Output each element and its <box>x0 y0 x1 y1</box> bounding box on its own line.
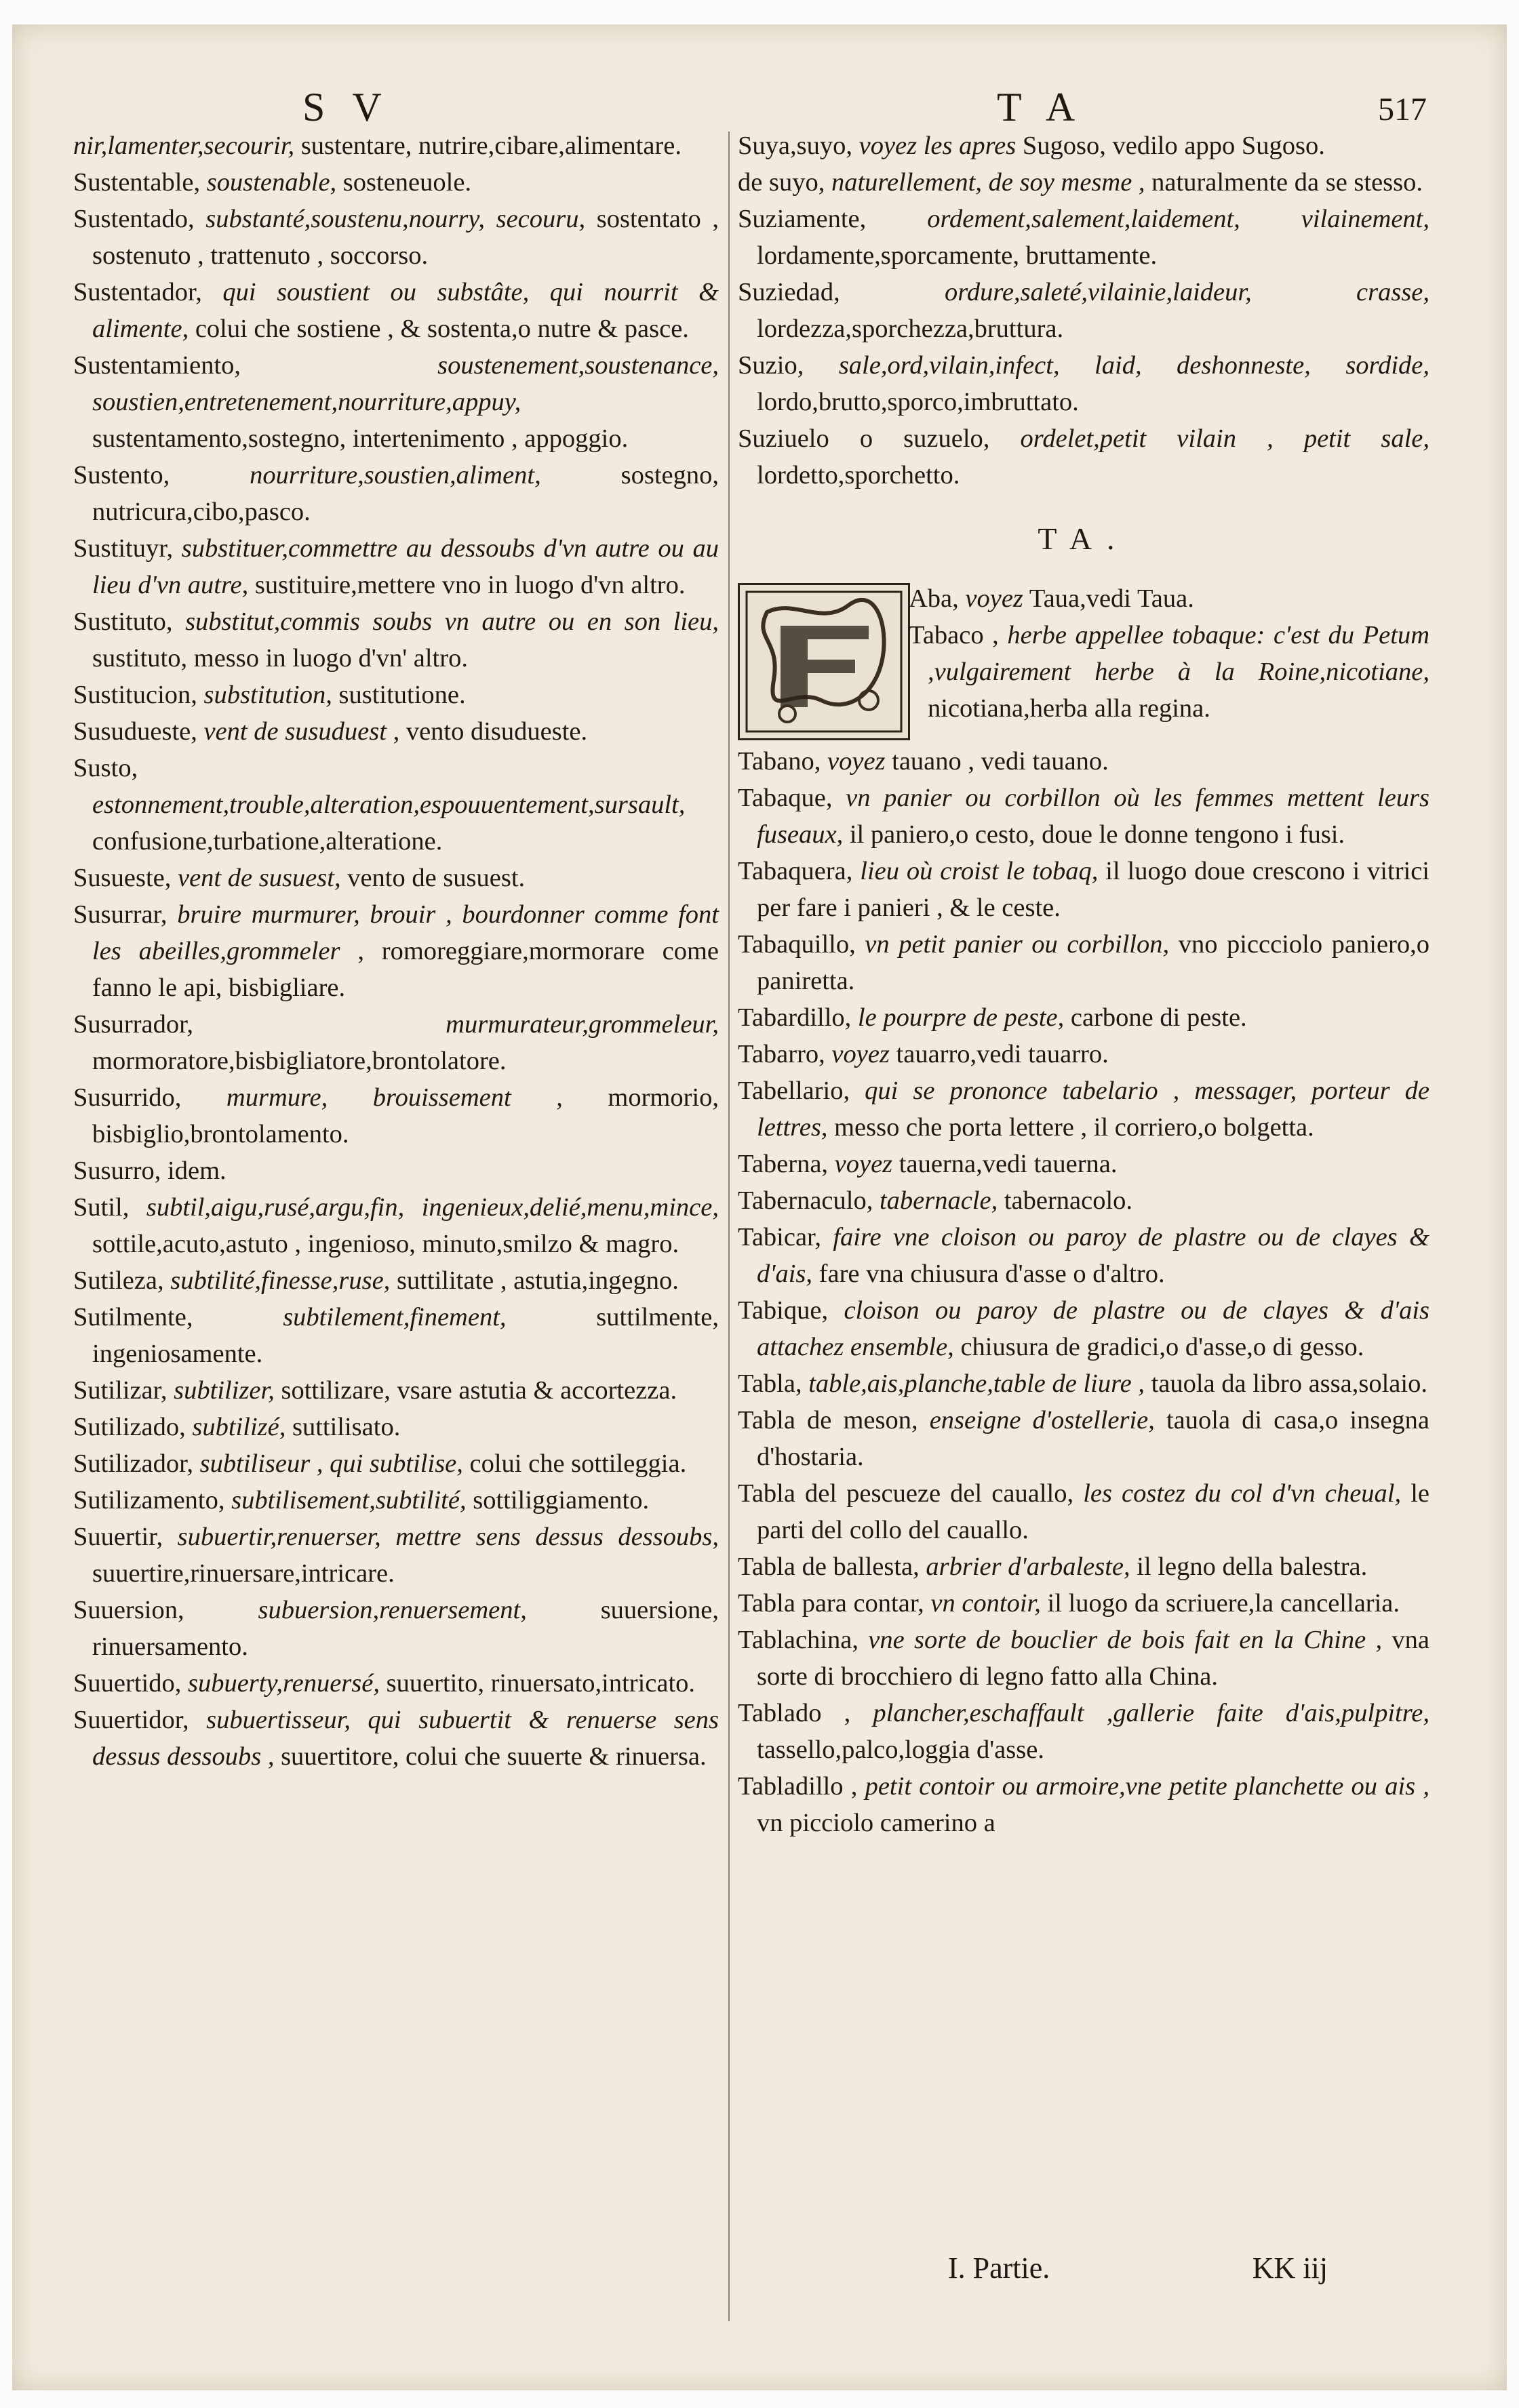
dictionary-entry <box>73 713 719 750</box>
french-gloss: lieu où croist le tobaq, <box>860 857 1099 885</box>
french-gloss: voyez <box>834 1150 893 1178</box>
italian-gloss: suuertire,rinuersare,intricare. <box>92 1559 395 1588</box>
french-gloss: sale,ord,vilain,infect, laid, deshonneste, sordide, <box>838 351 1430 380</box>
dictionary-entry <box>73 1482 719 1519</box>
headword: Sustentado, <box>73 205 195 233</box>
italian-gloss: lordo,brutto,sporco,imbruttato. <box>757 388 1079 416</box>
italian-gloss: lordetto,sporchetto. <box>757 461 960 489</box>
french-gloss: arbrier d'arbaleste, <box>926 1552 1130 1581</box>
italian-gloss: tassello,palco,loggia d'asse. <box>757 1735 1044 1764</box>
headword: Sutilizamento, <box>73 1486 225 1514</box>
ornamental-initial-image <box>738 583 910 740</box>
italian-gloss: lordamente,sporcamente, bruttamente. <box>757 241 1158 270</box>
headword: Taberna, <box>738 1150 829 1178</box>
french-gloss: enseigne d'ostellerie, <box>929 1406 1155 1434</box>
headword: Sustituyr, <box>73 534 174 563</box>
headword: Suziedad, <box>738 278 840 306</box>
left-column <box>73 127 719 1775</box>
dictionary-entry <box>738 853 1429 926</box>
dictionary-entry <box>738 127 1429 164</box>
french-gloss: ordement,salement,laidement, vilainement, <box>927 205 1429 233</box>
italian-gloss: sottile,acuto,astuto , ingenioso, minuto,smilzo & magro. <box>92 1230 679 1258</box>
headword: Sutilizador, <box>73 1449 194 1478</box>
italian-gloss: , vento disudueste. <box>393 717 588 746</box>
french-gloss: subuerty,renuersé, <box>187 1669 380 1698</box>
italian-gloss: suuertito, rinuersato,intricato. <box>386 1669 696 1698</box>
italian-gloss: sustituire,mettere vno in luogo d'vn altro. <box>254 571 686 599</box>
column-divider <box>728 132 730 2321</box>
headword: Suuertido, <box>73 1669 182 1698</box>
headword: Sustentable, <box>73 168 201 197</box>
french-gloss: soustenement,soustenance, soustien,entretenement,nourriture,appuy, <box>92 351 719 416</box>
french-gloss: vn panier ou corbillon où les femmes mettent leurs fuseaux, <box>757 784 1429 849</box>
italian-gloss: le parti del collo del cauallo. <box>757 1479 1429 1544</box>
headword: Susurrar, <box>73 900 167 929</box>
italian-gloss: mormoratore,bisbigliatore,brontolatore. <box>92 1047 507 1075</box>
dictionary-entry <box>738 926 1429 999</box>
italian-gloss: naturalmente da se stesso. <box>1151 168 1423 197</box>
headword: Tabla de ballesta, <box>738 1552 920 1581</box>
italian-gloss: vento de susuest. <box>347 864 526 892</box>
headword: Sustentador, <box>73 278 202 306</box>
italian-gloss: sostegno, nutricura,cibo,pasco. <box>92 461 719 526</box>
french-gloss: les costez du col d'vn cheual, <box>1083 1479 1402 1508</box>
italian-gloss: fare vna chiusura d'asse o d'altro. <box>818 1260 1165 1288</box>
french-gloss: murmure, brouissement , <box>226 1083 563 1112</box>
headword: Susueste, <box>73 864 172 892</box>
italian-gloss: suuersione, rinuersamento. <box>92 1596 719 1661</box>
headword: Susudueste, <box>73 717 197 746</box>
italian-gloss: tauano , vedi tauano. <box>892 747 1109 776</box>
italian-gloss: mormorio, bisbiglio,brontolamento. <box>92 1083 719 1148</box>
italian-gloss: lordezza,sporchezza,bruttura. <box>757 315 1064 343</box>
french-gloss: subtil,aigu,rusé,argu,fin, ingenieux,delié,menu,mince, <box>146 1193 719 1222</box>
dictionary-entry <box>73 603 719 677</box>
dictionary-entry <box>73 1445 719 1482</box>
book-page <box>12 24 1507 2390</box>
french-gloss: qui soustient ou substâte, qui nourrit & alimente, <box>92 278 719 343</box>
dictionary-entry <box>738 1292 1429 1365</box>
french-gloss: substituer,commettre au dessoubs d'vn autre ou au lieu d'vn autre, <box>92 534 719 599</box>
italian-gloss: idem. <box>167 1157 226 1185</box>
headword: Tabernaculo, <box>738 1186 873 1215</box>
french-gloss: subtilité,finesse,ruse, <box>170 1266 391 1295</box>
french-gloss: petit contoir ou armoire,vne petite planchette ou ais , <box>865 1772 1429 1801</box>
french-gloss: tabernacle, <box>879 1186 998 1215</box>
headword: Sustitucion, <box>73 681 197 709</box>
dictionary-entry <box>73 1372 719 1409</box>
italian-gloss: chiusura de gradici,o d'asse,o di gesso. <box>960 1333 1364 1361</box>
french-gloss: subtilement,finement, <box>283 1303 507 1331</box>
dictionary-entry <box>73 1152 719 1189</box>
french-gloss: voyez <box>965 584 1023 613</box>
dictionary-entry <box>738 1475 1429 1548</box>
headword: Suuertidor, <box>73 1706 189 1734</box>
french-gloss: subtiliseur , qui subtilise, <box>199 1449 463 1478</box>
italian-gloss: carbone di peste. <box>1070 1003 1247 1032</box>
dictionary-entry <box>738 780 1429 853</box>
dictionary-entry <box>738 1036 1429 1072</box>
italian-gloss: tabernacolo. <box>1004 1186 1133 1215</box>
page-footer <box>948 2251 1328 2285</box>
italian-gloss: suuertitore, colui che suuerte & rinuersa. <box>281 1742 707 1771</box>
dictionary-entry <box>73 1189 719 1262</box>
headword: Suuertir, <box>73 1523 163 1551</box>
headword: Tabaco , <box>909 621 999 649</box>
headword: Tablachina, <box>738 1626 859 1654</box>
french-gloss: ordelet,petit vilain , petit sale, <box>1020 424 1429 453</box>
italian-gloss: tauola da libro assa,solaio. <box>1151 1369 1427 1398</box>
dictionary-entry <box>738 1219 1429 1292</box>
dictionary-entry <box>738 1548 1429 1585</box>
french-gloss: qui se prononce tabelario , messager, porteur de lettres, <box>757 1077 1429 1142</box>
headword: Susurro, <box>73 1157 161 1185</box>
dictionary-entry <box>738 1146 1429 1182</box>
headword: Suya,suyo, <box>738 132 852 160</box>
part-label: I. Partie. <box>948 2251 1050 2285</box>
french-gloss: vn petit panier ou corbillon, <box>865 930 1170 959</box>
dictionary-entry <box>73 1519 719 1592</box>
headword: Sutil, <box>73 1193 130 1222</box>
headword: Tabique, <box>738 1296 829 1325</box>
headword: Sustituto, <box>73 607 173 636</box>
dictionary-entry <box>738 1622 1429 1695</box>
headword: Susurrador, <box>73 1010 194 1039</box>
italian-gloss: vna sorte di brocchiero di legno fatto alla China. <box>757 1626 1430 1691</box>
french-gloss: naturellement, de soy mesme , <box>831 168 1145 197</box>
dictionary-entry <box>73 201 719 274</box>
headword: Tabaque, <box>738 784 833 812</box>
italian-gloss: colui che sostiene , & sostenta,o nutre & pasce. <box>195 315 689 343</box>
dictionary-entry <box>73 1409 719 1445</box>
dictionary-entry <box>738 1182 1429 1219</box>
dictionary-entry <box>738 999 1429 1036</box>
headword: Tablado , <box>738 1699 851 1727</box>
right-column-top-entries <box>738 127 1429 494</box>
headword: Sutilmente, <box>73 1303 193 1331</box>
italian-gloss: nicotiana,herba alla regina. <box>928 694 1210 723</box>
dictionary-entry <box>73 1299 719 1372</box>
headword: Suziamente, <box>738 205 867 233</box>
dictionary-entry <box>73 1702 719 1775</box>
right-running-head: TA <box>997 85 1103 129</box>
headword: Tabla para contar, <box>738 1589 924 1618</box>
italian-gloss: sostentato , sostenuto , trattenuto , soccorso. <box>92 205 719 270</box>
french-gloss: substitut,commis soubs vn autre ou en son lieu, <box>185 607 719 636</box>
french-gloss: plancher,eschaffault ,gallerie faite d'ais,pulpitre, <box>873 1699 1430 1727</box>
right-column-bottom-entries <box>738 743 1429 1841</box>
italian-gloss: , romoreggiare,mormorare come fanno le api, bisbigliare. <box>92 937 719 1002</box>
french-gloss: murmurateur,grommeleur, <box>446 1010 719 1039</box>
headword: Tabaquillo, <box>738 930 856 959</box>
italian-gloss: tauerna,vedi tauerna. <box>899 1150 1118 1178</box>
dictionary-entry <box>73 896 719 1006</box>
headword: Tabladillo , <box>738 1772 858 1801</box>
french-gloss: ordure,saleté,vilainie,laideur, crasse, <box>945 278 1429 306</box>
french-gloss: herbe appellee tobaque: c'est du Petum ,vulgairement herbe à la Roine,nicotiane, <box>928 621 1429 686</box>
headword: Sutilizar, <box>73 1376 167 1405</box>
dictionary-entry <box>73 677 719 713</box>
italian-gloss: tauola di casa,o insegna d'hostaria. <box>757 1406 1430 1471</box>
dictionary-entry <box>73 457 719 530</box>
headword: Tabaquera, <box>738 857 853 885</box>
dictionary-entry <box>738 164 1429 201</box>
dictionary-entry <box>738 1768 1429 1841</box>
italian-gloss: tauarro,vedi tauarro. <box>896 1040 1109 1068</box>
headword: de suyo, <box>738 168 825 197</box>
french-gloss: soustenable, <box>206 168 337 197</box>
french-gloss: table,ais,planche,table de liure , <box>808 1369 1145 1398</box>
headword: Tabla del pescueze del cauallo, <box>738 1479 1074 1508</box>
dictionary-entry <box>738 743 1429 780</box>
dictionary-entry <box>73 1262 719 1299</box>
headword: Suuersion, <box>73 1596 184 1624</box>
dictionary-entry <box>738 1072 1429 1146</box>
headword: Suziuelo o suzuelo, <box>738 424 990 453</box>
page-number: 517 <box>1378 92 1427 127</box>
italian-gloss: sustentamento,sostegno, intertenimento , appoggio. <box>92 424 629 453</box>
french-gloss: vn contoir, <box>930 1589 1041 1618</box>
dictionary-entry <box>73 1665 719 1702</box>
italian-gloss: sustitutione. <box>338 681 466 709</box>
ornament-icon <box>740 585 908 738</box>
italian-gloss: sosteneuole. <box>342 168 472 197</box>
headword: Suzio, <box>738 351 804 380</box>
french-gloss: cloison ou paroy de plastre ou de clayes & d'ais attachez ensemble, <box>757 1296 1429 1361</box>
italian-gloss: sottilizare, vsare astutia & accortezza. <box>281 1376 677 1405</box>
french-gloss: vne sorte de bouclier de bois fait en la Chine , <box>868 1626 1383 1654</box>
dictionary-entry <box>73 1079 719 1152</box>
headword: Sutilizado, <box>73 1413 186 1441</box>
french-gloss: subtilisement,subtilité, <box>231 1486 467 1514</box>
dictionary-entry <box>73 1592 719 1665</box>
dictionary-entry <box>738 1402 1429 1475</box>
headword: Aba, <box>909 584 959 613</box>
french-gloss: substanté,soustenu,nourry, secouru, <box>205 205 586 233</box>
italian-gloss: confusione,turbatione,alteratione. <box>92 827 443 856</box>
headword: Tabardillo, <box>738 1003 852 1032</box>
dictionary-entry <box>73 127 719 164</box>
italian-gloss: vn picciolo camerino a <box>757 1809 995 1837</box>
section-heading: TA. <box>1038 521 1130 556</box>
headword: Tabano, <box>738 747 821 776</box>
dictionary-entry <box>73 274 719 347</box>
dictionary-entry <box>73 860 719 896</box>
italian-gloss: il luogo da scriuere,la cancellaria. <box>1047 1589 1400 1618</box>
dictionary-entry <box>73 750 719 860</box>
french-gloss: faire vne cloison ou paroy de plastre ou de clayes & d'ais, <box>757 1223 1430 1288</box>
italian-gloss: sustentare, nutrire,cibare,alimentare. <box>300 132 682 160</box>
french-gloss: nourriture,soustien,aliment, <box>250 461 541 489</box>
italian-gloss: il paniero,o cesto, doue le donne tengono i fusi. <box>849 820 1345 849</box>
french-gloss: bruire murmurer, brouir , bourdonner comme font les abeilles,grommeler <box>92 900 719 965</box>
italian-gloss: Taua,vedi Taua. <box>1029 584 1194 613</box>
french-gloss: voyez les apres <box>859 132 1017 160</box>
headword: Tabarro, <box>738 1040 825 1068</box>
italian-gloss: vno piccciolo paniero,o paniretta. <box>757 930 1429 995</box>
italian-gloss: sottiliggiamento. <box>473 1486 650 1514</box>
french-gloss: vent de susuest, <box>178 864 341 892</box>
headword: Sutileza, <box>73 1266 164 1295</box>
french-gloss: subtilizer, <box>174 1376 275 1405</box>
french-gloss: voyez <box>827 747 886 776</box>
french-gloss: vent de susuduest <box>203 717 387 746</box>
dictionary-entry <box>73 530 719 603</box>
french-gloss: voyez <box>831 1040 890 1068</box>
italian-gloss: suttilisato. <box>292 1413 401 1441</box>
dictionary-entry <box>738 1695 1429 1768</box>
dictionary-entry <box>738 201 1429 274</box>
french-gloss: le pourpre de peste, <box>857 1003 1065 1032</box>
dictionary-entry <box>73 164 719 201</box>
italian-gloss: il luogo doue crescono i vitrici per fare i panieri , & le ceste. <box>757 857 1430 922</box>
italian-gloss: sustituto, messo in luogo d'vn' altro. <box>92 644 468 673</box>
headword: Sustento, <box>73 461 170 489</box>
dictionary-entry <box>73 1006 719 1079</box>
french-gloss: subuersion,renuersement, <box>258 1596 527 1624</box>
dictionary-entry <box>738 1585 1429 1622</box>
right-column <box>738 127 1429 1841</box>
italian-gloss: messo che porta lettere , il corriero,o bolgetta. <box>834 1113 1314 1142</box>
headword: Tabla, <box>738 1369 802 1398</box>
gathering-signature: KK iij <box>1252 2251 1328 2285</box>
headword: Sustentamiento, <box>73 351 241 380</box>
headword: Tabicar, <box>738 1223 821 1251</box>
headword: Tabellario, <box>738 1077 850 1105</box>
italian-gloss: il legno della balestra. <box>1137 1552 1368 1581</box>
italian-gloss: Sugoso, vedilo appo Sugoso. <box>1022 132 1325 160</box>
french-gloss: subuertisseur, qui subuertit & renuerse sens dessus dessoubs , <box>92 1706 719 1771</box>
italian-gloss: suttilmente, ingeniosamente. <box>92 1303 719 1368</box>
dictionary-entry <box>73 347 719 457</box>
left-running-head: SV <box>302 85 409 129</box>
french-gloss: subtilizé, <box>192 1413 286 1441</box>
dictionary-entry <box>738 1365 1429 1402</box>
headword: Susurrido, <box>73 1083 182 1112</box>
french-gloss: substitution, <box>203 681 332 709</box>
headword: Tabla de meson, <box>738 1406 918 1434</box>
drop-cap-block <box>738 580 1429 743</box>
french-gloss: estonnement,trouble,alteration,espouuentement,sursault, <box>92 790 686 819</box>
headword: Susto, <box>73 754 138 782</box>
italian-gloss: colui che sottileggia. <box>469 1449 687 1478</box>
dictionary-entry <box>738 347 1429 420</box>
italian-gloss: suttilitate , astutia,ingegno. <box>396 1266 679 1295</box>
dictionary-entry <box>738 274 1429 347</box>
french-gloss: nir,lamenter,secourir, <box>73 132 295 160</box>
dictionary-entry <box>738 420 1429 494</box>
french-gloss: subuertir,renuerser, mettre sens dessus dessoubs, <box>177 1523 719 1551</box>
